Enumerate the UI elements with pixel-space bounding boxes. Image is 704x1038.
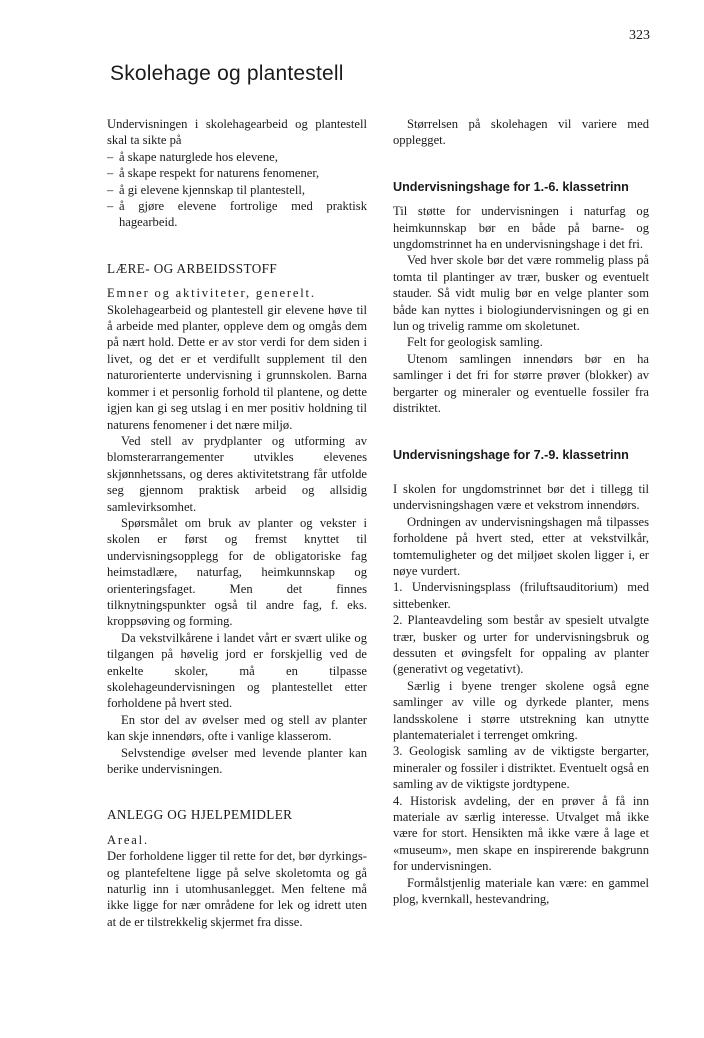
body-paragraph: Der forholdene ligger til rette for det, bør dyrkings- og plantefeltene ligge på selve skoletomta og gå naturlig inn i utomhusanlegget. Men feltene må ikke ligge for nær områdene for lek og idrett uten at de er tilstrekkelig skjermet fra disse. [107,849,367,929]
body-paragraph: Spørsmålet om bruk av planter og vekster i skolen er først og fremst knyttet til undervisningsopplegg for de obligatoriske fag heimstadlære, naturfag, heimkunnskap og orienteringsfaget. Men det finnes tilknytningspunkter også til andre fag, f. eks. kroppsøving og forming. [107,515,367,629]
body-paragraph: Ved hver skole bør det være rommelig plass på tomta til plantinger av trær, busker og eventuelt stauder. Så vidt mulig bør en velge planter som både kan nyttes i biologiundervisningen og gi en lun og trivelig ramme om skoletunet. [393,253,649,334]
list-item: – å skape naturglede hos elevene, [107,149,278,164]
page-title: Skolehage og plantestell [110,62,344,85]
aims-list [107,149,367,231]
list-item: – å gjøre elevene fortrolige med praktisk hagearbeid. [107,199,367,230]
heading-hage-7-9: Undervisningshage for 7.-9. klassetrinn [393,447,629,462]
body-paragraph: Særlig i byene trenger skolene også egne samlinger av ville og dyrkede planter, mens landsskolene i større utstrekning kan utnytte plantematerialet i terrenget omkring. [393,678,649,742]
heading-hage-1-6: Undervisningshage for 1.-6. klassetrinn [393,179,629,194]
left-column [107,116,367,930]
body-paragraph: Til støtte for undervisningen i naturfag og heimkunnskap bør en både på barne- og ungdomstrinnet ha en undervisningshage i det fri. [393,204,649,252]
subheading-areal: Areal. [107,832,149,847]
numbered-item: 3. Geologisk samling av de viktigste bergarter, mineraler og fossiler i distriktet. Eventuelt også en samling av de viktigste jordtypene. [393,744,649,792]
list-item: – å gi elevene kjennskap til plantestell, [107,182,306,197]
body-paragraph: Selvstendige øvelser med levende planter kan berike undervisningen. [107,745,367,777]
subheading-emner: Emner og aktiviteter, generelt. [107,286,316,301]
body-paragraph: En stor del av øvelser med og stell av planter kan skje innendørs, ofte i vanlige klasserom. [107,712,367,744]
body-paragraph: Da vekstvilkårene i landet vårt er svært ulike og tilgangen på høvelig jord er forskjellig ved de enkelte skoler, må en tilpasse skolehageundervisningen og plantestellet etter forholdene på hvert sted. [107,630,367,711]
section-heading-anlegg: ANLEGG OG HJELPEMIDLER [107,807,293,823]
body-paragraph: Felt for geologisk samling. [407,335,543,350]
numbered-item: 4. Historisk avdeling, der en prøver å få inn materiale av særlig interesse. Utvalget må ikke være for stort. Hensikten må ikke være å lage et «museum», men skape en inspirerende bakgrunn for undervisningen. [393,793,649,874]
body-paragraph: Skolehagearbeid og plantestell gir elevene høve til å arbeide med planter, oppleve dem og omgås dem på nært hold. Dette er av stor verdi for dem siden i livet, og det er et verdifullt supplement til den naturorienterte undervisning i grunnskolen. Barna kommer i et personlig forhold til plantene, og dette igjen kan gi seg utslag i en mer positiv holdning til naturens fenomener i det nære miljø. [107,302,367,432]
body-paragraph: Formålstjenlig materiale kan være: en gammel plog, kvernkall, hestevandring, [393,875,649,907]
body-paragraph: I skolen for ungdomstrinnet bør det i tillegg til undervisningshagen være et vekstrom innendørs. [393,481,649,513]
numbered-item: 2. Planteavdeling som består av spesielt utvalgte trær, busker og urter for undervisningsbruk og dessuten et øvingsfelt for oppaling av planter (generativt og vegetativt). [393,613,649,677]
list-item: – å skape respekt for naturens fenomener, [107,166,320,181]
intro-paragraph: Undervisningen i skolehagearbeid og plantestell skal ta sikte på [107,117,367,148]
body-paragraph: Størrelsen på skolehagen vil variere med opplegget. [393,117,649,148]
section-heading-laere: LÆRE- OG ARBEIDSSTOFF [107,260,278,276]
page-number: 323 [629,28,650,43]
numbered-item: 1. Undervisningsplass (friluftsauditorium) med sittebenker. [393,580,649,611]
body-paragraph: Utenom samlingen innendørs bør en ha samlinger i det fri for større prøver (blokker) av bergarter og mineraler og eventuelle fossiler fra distriktet. [393,351,649,416]
body-paragraph: Ordningen av undervisningshagen må tilpasses forholdene på hvert sted, etter at vekstvilkår, tomtemuligheter og det miljøet skolen ligger i, er nøye vurdert. [393,514,649,578]
body-paragraph: Ved stell av prydplanter og utforming av blomsterarrangementer utvikles elevenes skjønnhetssans, og deres aktivitetstrang får utfolde seg gjennom praktisk arbeid og allsidig samlevirksomhet. [107,433,367,514]
right-column [393,116,649,907]
